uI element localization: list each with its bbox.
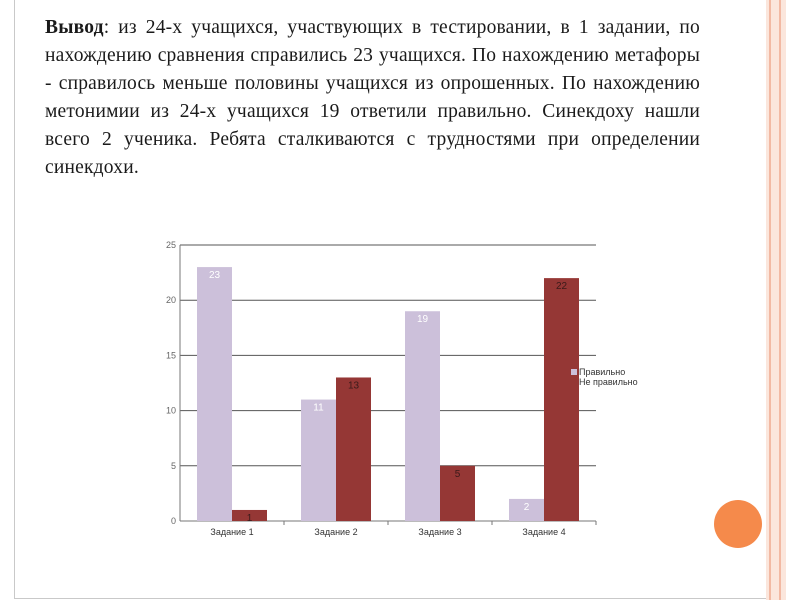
decorative-circle — [714, 500, 762, 548]
y-tick-label: 10 — [165, 405, 176, 416]
y-tick-label: 15 — [165, 350, 176, 361]
legend-label: Правильно — [579, 367, 626, 377]
bar — [197, 267, 232, 521]
x-tick-label: Задание 1 — [210, 527, 254, 537]
band-line — [769, 0, 771, 600]
y-tick-label: 25 — [165, 240, 176, 250]
data-label: 11 — [313, 402, 324, 414]
band-line — [779, 0, 781, 600]
bar — [336, 377, 371, 521]
data-label: 5 — [454, 468, 461, 480]
legend-swatch — [571, 379, 577, 385]
legend-swatch — [571, 369, 577, 375]
data-label: 1 — [246, 512, 253, 524]
data-label: 13 — [347, 380, 360, 392]
decorative-right-band — [766, 0, 786, 600]
data-label: 19 — [416, 314, 429, 326]
y-tick-label: 20 — [165, 295, 176, 306]
data-label: 23 — [208, 270, 221, 282]
y-tick-label: 5 — [170, 460, 176, 471]
data-label: 2 — [523, 501, 530, 513]
data-label: 22 — [555, 281, 568, 293]
conclusion-heading: Вывод — [45, 17, 104, 38]
bar — [405, 311, 440, 521]
bar — [301, 400, 336, 521]
conclusion-text: : из 24-х учащихся, участвующих в тестировании, в 1 задании, по нахождению сравнения справились 23 учащихся. По нахождению метафоры - справилось меньше половины учащихся из опрошенных. По нахождению метонимии из 24-х учащихся 19 ответили правильно. Синекдоху нашли всего 2 ученика. Ребята сталкиваются с трудностями при определении синекдохи. — [45, 17, 700, 178]
bar — [544, 278, 579, 521]
y-tick-label: 0 — [170, 516, 176, 526]
x-tick-label: Задание 2 — [314, 527, 358, 537]
x-tick-label: Задание 3 — [418, 527, 462, 537]
bar-chart — [140, 230, 670, 550]
chart-container — [140, 230, 670, 550]
legend-label: Не правильно — [579, 377, 638, 387]
x-tick-label: Задание 4 — [522, 527, 566, 537]
conclusion-paragraph — [45, 14, 700, 182]
